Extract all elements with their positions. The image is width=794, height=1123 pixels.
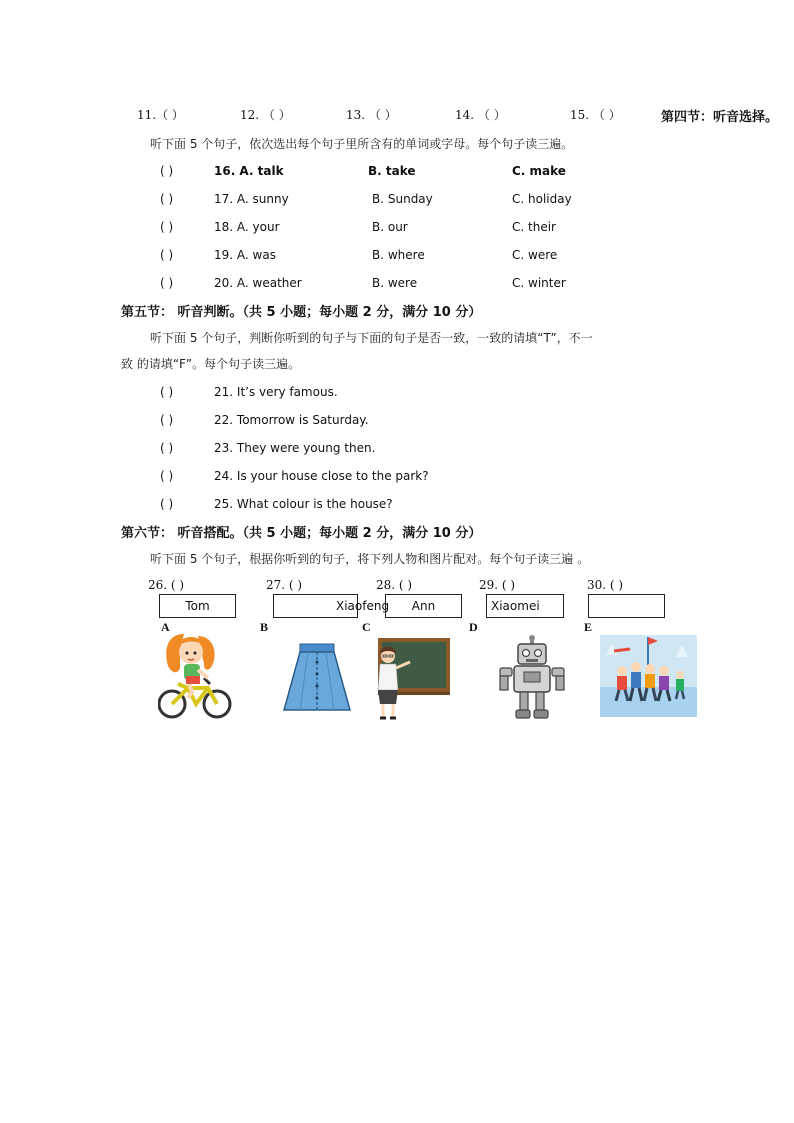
section5-instruction-line1: 听下面 5 个句子，判断你听到的句子与下面的句子是否一致，一致的请填“T”，不一 bbox=[150, 331, 593, 345]
q18-option-c: C. their bbox=[512, 220, 556, 234]
teacher-blackboard-picture bbox=[368, 634, 454, 722]
girl-on-bicycle-picture bbox=[158, 632, 232, 722]
answer-blank-19[interactable]: ( ) bbox=[160, 248, 174, 262]
answer-blank-15[interactable]: 15. （ ） bbox=[570, 108, 621, 122]
q16-option-a: 16. A. talk bbox=[214, 164, 284, 178]
answer-blank-12[interactable]: 12. （ ） bbox=[240, 108, 291, 122]
picture-letter-a: A bbox=[161, 620, 170, 634]
answer-blank-27[interactable]: 27. ( ) bbox=[266, 578, 303, 592]
answer-blank-21[interactable]: ( ) bbox=[160, 385, 174, 399]
q20-option-c: C. winter bbox=[512, 276, 566, 290]
section4-title: 第四节：听音选择。 bbox=[661, 110, 779, 125]
name-label: Tom bbox=[185, 599, 210, 613]
q17-option-c: C. holiday bbox=[512, 192, 572, 206]
q25-sentence: 25. What colour is the house? bbox=[214, 497, 393, 511]
name-box-ann bbox=[385, 594, 462, 618]
name-box-tom bbox=[159, 594, 236, 618]
name-label: Xiaomei bbox=[491, 599, 540, 613]
answer-blank-11[interactable]: 11.（ ） bbox=[137, 108, 184, 122]
answer-blank-25[interactable]: ( ) bbox=[160, 497, 174, 511]
q16-option-c: C. make bbox=[512, 164, 566, 178]
answer-blank-14[interactable]: 14. （ ） bbox=[455, 108, 506, 122]
section6-title: 第六节： 听音搭配。（共 5 小题；每小题 2 分，满分 10 分） bbox=[121, 526, 482, 541]
answer-blank-13[interactable]: 13. （ ） bbox=[346, 108, 397, 122]
q23-sentence: 23. They were young then. bbox=[214, 441, 376, 455]
q19-option-c: C. were bbox=[512, 248, 558, 262]
q17-option-a: 17. A. sunny bbox=[214, 192, 289, 206]
name-box-xiaomei bbox=[486, 594, 564, 618]
q24-sentence: 24. Is your house close to the park? bbox=[214, 469, 429, 483]
answer-blank-16[interactable]: ( ) bbox=[160, 164, 174, 178]
section4-instruction: 听下面 5 个句子，依次选出每个句子里所含有的单词或字母。每个句子读三遍。 bbox=[150, 137, 574, 151]
blue-skirt-picture bbox=[280, 642, 354, 714]
name-label: Ann bbox=[411, 599, 436, 613]
answer-blank-24[interactable]: ( ) bbox=[160, 469, 174, 483]
q18-option-a: 18. A. your bbox=[214, 220, 280, 234]
q18-option-b: B. our bbox=[372, 220, 408, 234]
answer-blank-23[interactable]: ( ) bbox=[160, 441, 174, 455]
q17-option-b: B. Sunday bbox=[372, 192, 433, 206]
picture-letter-c: C bbox=[362, 620, 371, 634]
q19-option-a: 19. A. was bbox=[214, 248, 276, 262]
q21-sentence: 21. It’s very famous. bbox=[214, 385, 338, 399]
robot-picture bbox=[492, 634, 572, 722]
q20-option-a: 20. A. weather bbox=[214, 276, 302, 290]
picture-letter-e: E bbox=[584, 620, 593, 634]
name-box-blank bbox=[588, 594, 665, 618]
answer-blank-18[interactable]: ( ) bbox=[160, 220, 174, 234]
q16-option-b: B. take bbox=[368, 164, 416, 178]
q20-option-b: B. were bbox=[372, 276, 418, 290]
q22-sentence: 22. Tomorrow is Saturday. bbox=[214, 413, 369, 427]
kids-skating-picture bbox=[600, 635, 697, 717]
picture-letter-b: B bbox=[260, 620, 269, 634]
answer-blank-28[interactable]: 28. ( ) bbox=[376, 578, 413, 592]
answer-blank-29[interactable]: 29. ( ) bbox=[479, 578, 516, 592]
section6-instruction: 听下面 5 个句子，根据你听到的句子，将下列人物和图片配对。每个句子读三遍 。 bbox=[150, 552, 590, 566]
name-label-xiaofeng: Xiaofeng bbox=[336, 599, 390, 613]
answer-blank-17[interactable]: ( ) bbox=[160, 192, 174, 206]
section5-instruction-line2: 致 的请填“F”。每个句子读三遍。 bbox=[121, 357, 301, 371]
answer-blank-30[interactable]: 30. ( ) bbox=[587, 578, 624, 592]
picture-letter-d: D bbox=[469, 620, 478, 634]
answer-blank-26[interactable]: 26. ( ) bbox=[148, 578, 185, 592]
q19-option-b: B. where bbox=[372, 248, 425, 262]
section5-title: 第五节： 听音判断。（共 5 小题；每小题 2 分，满分 10 分） bbox=[121, 305, 482, 320]
answer-blank-20[interactable]: ( ) bbox=[160, 276, 174, 290]
answer-blank-22[interactable]: ( ) bbox=[160, 413, 174, 427]
